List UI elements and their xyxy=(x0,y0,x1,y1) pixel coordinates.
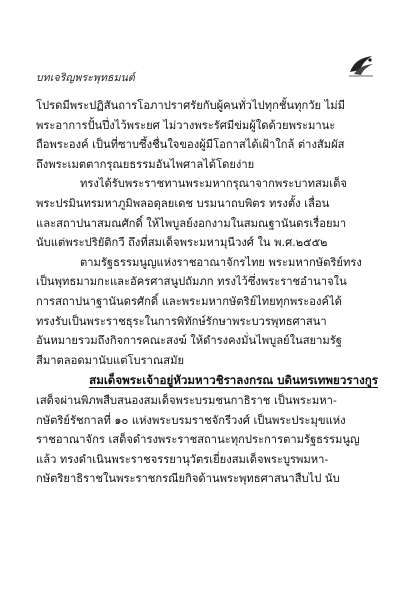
text-line: ราชอาณาจักร เสด็จดำรงพระราชสถานะทุกประการตามรัฐธรรมนูญ xyxy=(36,433,360,447)
body-text xyxy=(36,96,378,489)
text-line: เป็นพุทธมามกะและอัครศาสนูปถัมภก ทรงไว้ซึ่งพระราชอำนาจใน xyxy=(36,275,347,289)
text-line: ตามรัฐธรรมนูญแห่งราชอาณาจักรไทย พระมหากษัตริย์ทรง xyxy=(80,255,362,269)
text-line: และสถาปนาสมณศักดิ์ ให้ไพบูลย์งอกงามในสมณฐานันดรเรื่อยมา xyxy=(36,216,347,230)
paragraph-1 xyxy=(36,96,378,174)
text-line: อันหมายรวมถึงกิจการคณะสงฆ์ ให้ดำรงคงมั่นไพบูลย์ในสยามรัฐ xyxy=(36,334,342,348)
text-line: พระปรมินทรมหาภูมิพลอดุลยเดช บรมนาถบพิตร ทรงตั้ง เลื่อน xyxy=(36,196,330,210)
text-line: ถึงพระเมตตากรุณยธรรมอันไพศาลได้โดยง่าย xyxy=(36,157,255,171)
section-heading xyxy=(36,371,378,391)
text-line: เสด็จผ่านพิภพสืบสนองสมเด็จพระบรมชนกาธิราช เป็นพระมหา- xyxy=(36,393,337,407)
text-line: นับแต่พระปริยัติกวี ถึงที่สมเด็จพระมหามุนีวงศ์ ใน พ.ศ.๒๕๕๒ xyxy=(36,236,328,250)
text-line: พระอาการปั้นปึ่งไว้พระยศ ไม่วางพระรัศมีข่มผู้ใดด้วยพระมานะ xyxy=(36,118,336,132)
text-line: โปรดมีพระปฏิสันถารโอภาปราศรัยกับผู้คนทั่วไปทุกชั้นทุกวัย ไม่มี xyxy=(36,99,346,112)
text-line: ทรงรับเป็นพระราชธุระในการพิทักษ์รักษาพระบวรพุทธศาสนา xyxy=(36,314,327,328)
text-line: ทรงได้รับพระราชทานพระมหากรุณาจากพระบาทสมเด็จ xyxy=(80,177,347,191)
text-line: แล้ว ทรงดำเนินพระราชจรรยานุวัตรเยี่ยงสมเด็จพระบูรพมหา- xyxy=(36,452,329,466)
running-header: บทเจริญพระพุทธมนต์ xyxy=(36,72,135,84)
text-line: ถือพระองค์ เป็นที่ซาบซึ้งชื่นใจของผู้มีโอกาสได้เฝ้าใกล้ ต่างสัมผัส xyxy=(36,138,345,152)
paragraph-4 xyxy=(36,391,378,489)
section-heading-text: สมเด็จพระเจ้าอยู่หัวมหาวชิราลงกรณ บดินทรเทพยวรางกูร xyxy=(89,373,378,388)
publisher-logo-icon xyxy=(346,52,376,80)
text-line: กษัตริย์รัชกาลที่ ๑๐ แห่งพระบรมราชจักรีวงศ์ เป็นพระประมุขแห่ง xyxy=(36,413,346,427)
paragraph-2 xyxy=(36,174,378,252)
text-line: สีมาตลอดมานับแต่โบราณสมัย xyxy=(36,353,185,367)
paragraph-3 xyxy=(36,253,378,371)
text-line: กษัตริยาธิราชในพระราชกรณียกิจด้านพระพุทธศาสนาสืบไป นับ xyxy=(36,472,340,486)
text-line: การสถาปนาฐานันดรศักดิ์ และพระมหากษัตริย์ไทยทุกพระองค์ได้ xyxy=(36,294,342,308)
